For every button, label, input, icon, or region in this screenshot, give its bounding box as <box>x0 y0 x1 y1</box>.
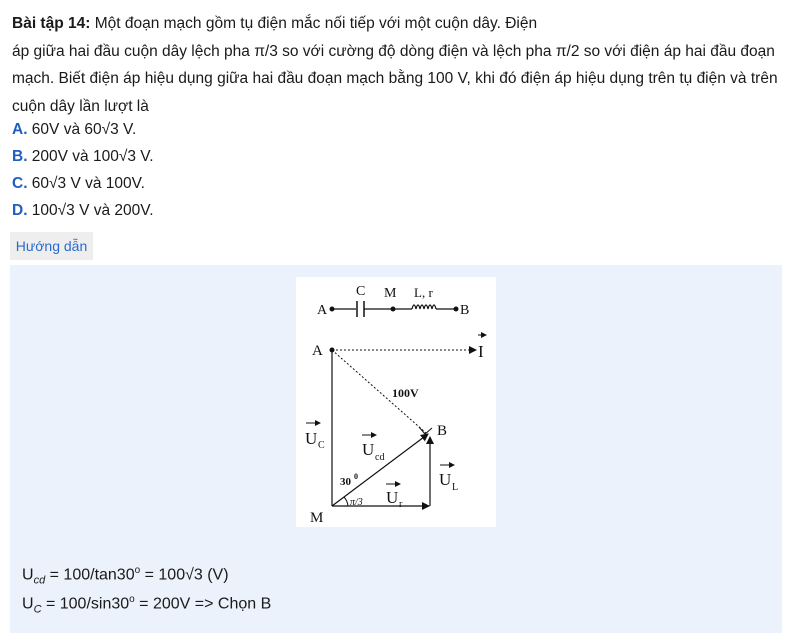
circuit-node-m <box>391 307 396 312</box>
sol2-pre: = 100/sin30 <box>41 595 130 613</box>
sol1-pre: = 100/tan30 <box>45 566 135 584</box>
sol1-sup: o <box>134 565 141 576</box>
point-m-label: M <box>310 510 324 526</box>
sol1-sub: cd <box>33 574 46 587</box>
guide-button[interactable]: Hướng dẫn <box>10 232 93 260</box>
vector-i-label: I <box>478 342 484 361</box>
vector-ul-sub: L <box>452 482 459 493</box>
vector-ur-label: U <box>386 488 399 507</box>
angle-pi3-label: π/3 <box>350 497 363 508</box>
option-c-letter: C. <box>12 175 28 192</box>
vector-uc-sub: C <box>318 440 325 451</box>
vector-diagram-svg <box>296 277 496 527</box>
vector-ucd-line <box>332 434 428 506</box>
circuit-label-a: A <box>317 303 328 318</box>
inductor-coil <box>412 305 436 309</box>
sol2-symbol: U <box>22 595 34 613</box>
question-label: Bài tập 14: <box>12 15 91 32</box>
angle-30-label: 30 <box>340 476 351 488</box>
option-c <box>12 174 145 194</box>
vector-uc-label: U <box>305 429 318 448</box>
option-b-text: 200V và 100√3 V. <box>27 148 154 165</box>
question-line-1-text: Một đoạn mạch gồm tụ điện mắc nối tiếp với một cuộn dây. Điện <box>90 15 538 32</box>
option-b-letter: B. <box>12 148 28 165</box>
point-b-label: B <box>437 423 448 439</box>
angle-degree-mark: 0 <box>354 472 358 481</box>
question-line-4: cuộn dây lần lượt là <box>12 97 149 115</box>
circuit-label-c: C <box>356 284 366 299</box>
vector-ul-label: U <box>439 470 452 489</box>
solution-line-2 <box>22 590 271 620</box>
option-c-text: 60√3 V và 100V. <box>27 175 145 192</box>
option-b <box>12 147 154 167</box>
vector-ucd-label: U <box>362 440 375 459</box>
voltage-label: 100V <box>392 386 419 400</box>
sol2-sub: C <box>33 603 42 616</box>
question-line-2: áp giữa hai đầu cuộn dây lệch pha π/3 so với cường độ dòng điện và lệch pha π/2 so với điện áp hai đầu đoạn <box>12 42 775 60</box>
solution-line-1 <box>22 561 229 591</box>
option-d <box>12 201 154 221</box>
option-a-letter: A. <box>12 121 28 138</box>
circuit-label-lr: L, r <box>414 285 433 300</box>
angle-arc <box>344 497 348 506</box>
vector-ucd-sub: cd <box>375 452 385 463</box>
option-a <box>12 120 136 140</box>
circuit-schematic <box>317 284 469 318</box>
option-d-text: 100√3 V và 200V. <box>27 202 154 219</box>
question-line-1 <box>12 10 792 38</box>
sol1-post: = 100√3 (V) <box>140 566 229 584</box>
circuit-label-m: M <box>384 286 397 301</box>
question-line-3: mạch. Biết điện áp hiệu dụng giữa hai đầu đoạn mạch bằng 100 V, khi đó điện áp hiệu dụng trên tụ điện và trên <box>12 70 778 87</box>
solution-box <box>10 265 782 633</box>
question-text <box>12 10 792 120</box>
sol2-sup: o <box>129 594 135 605</box>
option-d-letter: D. <box>12 202 28 219</box>
vector-diagram <box>296 277 496 527</box>
option-a-text: 60V và 60√3 V. <box>27 121 137 138</box>
sol2-post: = 200V => Chọn B <box>134 595 272 613</box>
sol1-symbol: U <box>22 566 34 584</box>
right-angle-marker <box>419 427 432 434</box>
circuit-node-b <box>454 307 459 312</box>
vector-ur-sub: r <box>399 499 403 510</box>
point-a-label: A <box>312 343 323 359</box>
circuit-label-b: B <box>460 303 470 318</box>
